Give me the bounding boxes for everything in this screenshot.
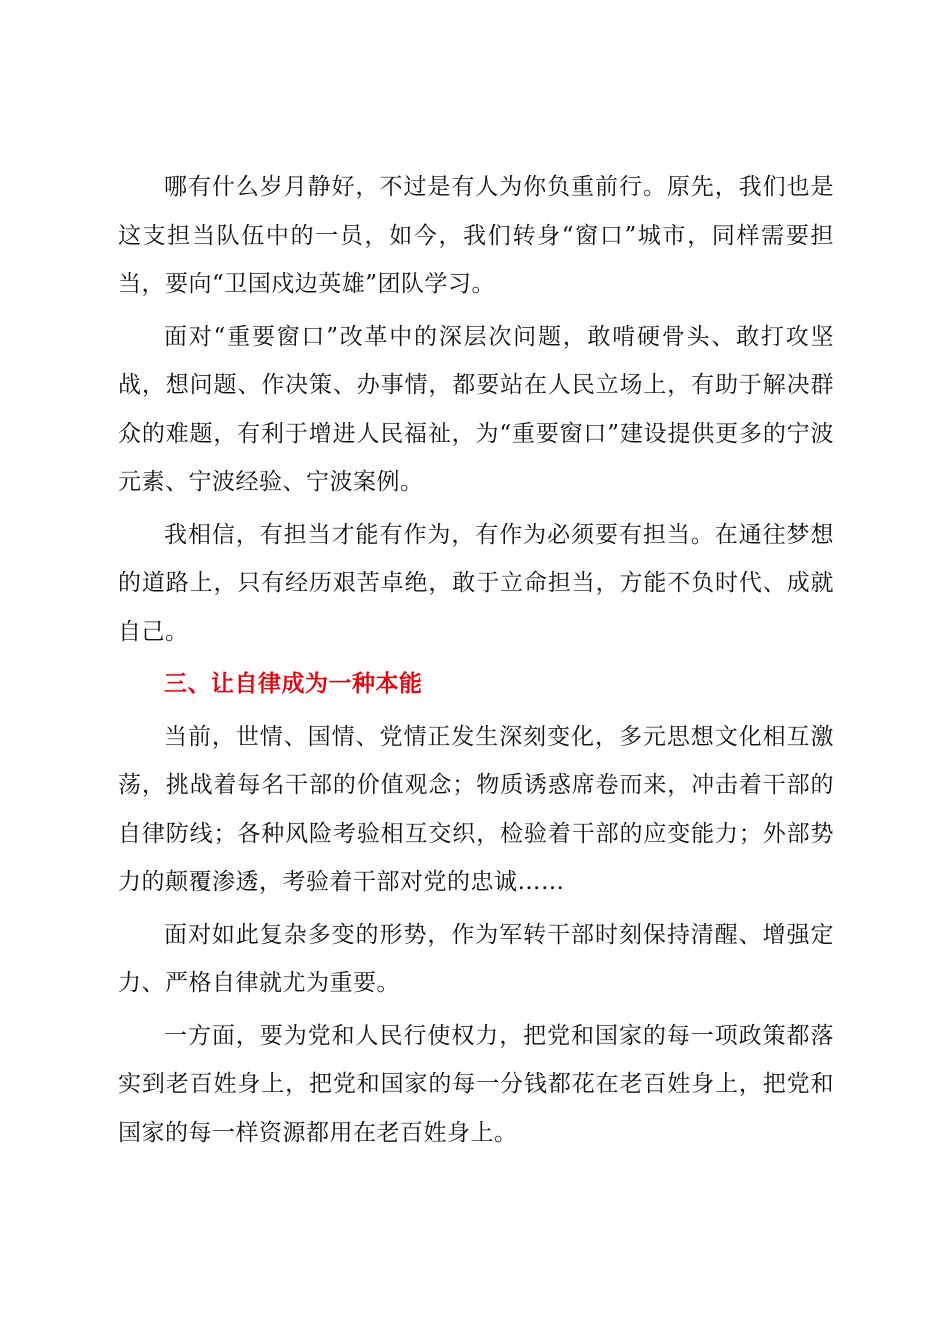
paragraph-3: 我相信，有担当才能有作为，有作为必须要有担当。在通往梦想的道路上，只有经历艰苦卓绝，敢于立命担当，方能不负时代、成就自己。 xyxy=(118,521,834,645)
paragraph-2: 面对“重要窗口”改革中的深层次问题，敢啃硬骨头、敢打攻坚战，想问题、作决策、办事情，都要站在人民立场上，有助于解决群众的难题，有利于增进人民福祉，为“重要窗口”建设提供更多的宁波元素、宁波经验、宁波案例。 xyxy=(118,323,834,495)
paragraph-1: 哪有什么岁月静好，不过是有人为你负重前行。原先，我们也是这支担当队伍中的一员，如今，我们转身“窗口”城市，同样需要担当，要向“卫国戍边英雄”团队学习。 xyxy=(118,174,834,297)
paragraph-6: 一方面，要为党和人民行使权力，把党和国家的每一项政策都落实到老百姓身上，把党和国家的每一分钱都花在老百姓身上，把党和国家的每一样资源都用在老百姓身上。 xyxy=(118,1022,834,1146)
document-body xyxy=(118,163,834,1161)
section-heading: 三、让自律成为一种本能 xyxy=(164,671,423,697)
paragraph-4: 当前，世情、国情、党情正发生深刻变化，多元思想文化相互激荡，挑战着每名干部的价值观念；物质诱惑席卷而来，冲击着干部的自律防线；各种风险考验相互交织，检验着干部的应变能力；外部势力的颠覆渗透，考验着干部对党的忠诚…… xyxy=(118,723,834,895)
paragraph-5: 面对如此复杂多变的形势，作为军转干部时刻保持清醒、增强定力、严格自律就尤为重要。 xyxy=(118,921,834,996)
